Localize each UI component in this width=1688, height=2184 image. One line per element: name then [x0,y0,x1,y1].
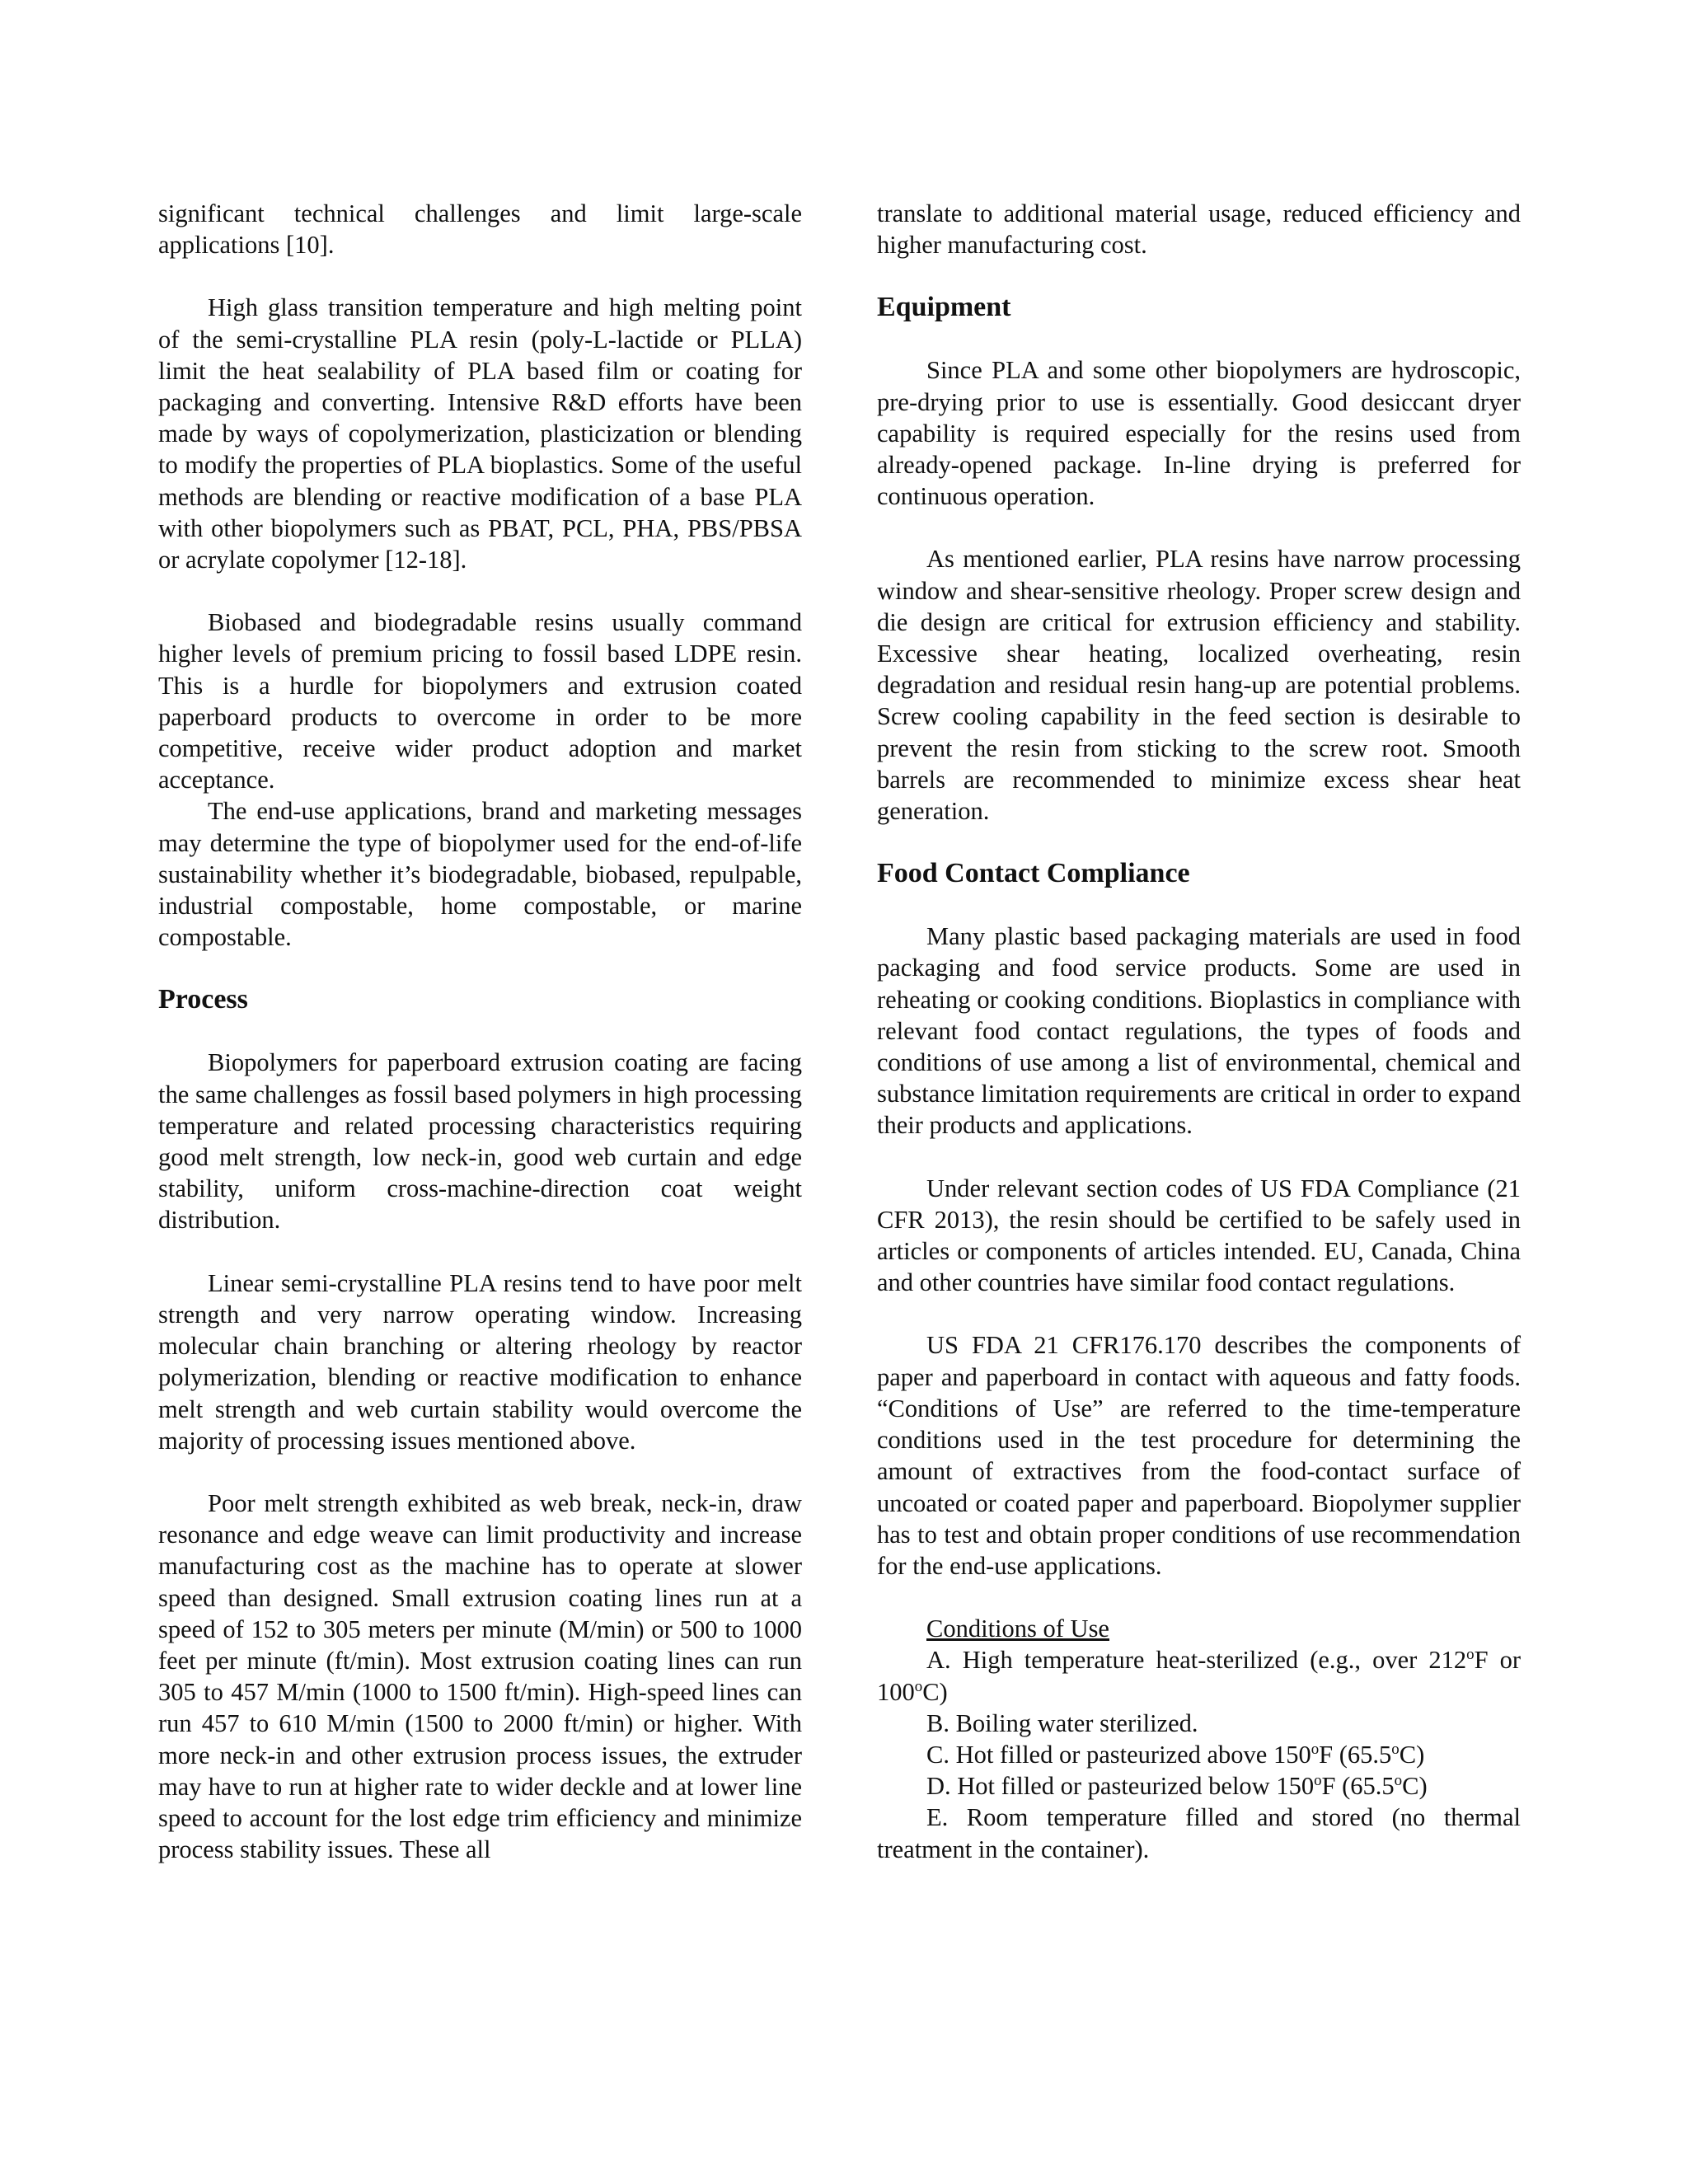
paragraph-heat-sealability: High glass transition temperature and high melting point of the semi-crystalline PLA resin (poly-L-lactide or PLLA) limit the heat sealability of PLA based film or coating for packaging and converting. Intensive R&D efforts have been made by ways of copolymerization, plasticization or blending to modify the properties of PLA bioplastics. Some of the useful methods are blending or reactive modification of a base PLA with other biopolymers such as PBAT, PCL, PHA, PBS/PBSA or acrylate copolymer [12-18]. [158,293,802,574]
paragraph-continued-challenges: significant technical challenges and limit large-scale applications [10]. [158,199,802,260]
paragraph-premium-pricing: Biobased and biodegradable resins usually command higher levels of premium pricing to fossil based LDPE resin. This is a hurdle for biopolymers and extrusion coated paperboard products to overcome in order to be more competitive, receive wider product adoption and market acceptance. [158,608,802,794]
condition-a: A. High temperature heat-sterilized (e.g., over 212$^o$F or 100$^o$C) [877,1646,1521,1706]
right-column [877,198,1521,1865]
paragraph-food-packaging: Many plastic based packaging materials are used in food packaging and food service products. Some are used in reheating or cooking conditions. Bioplastics in compliance with relevant food contact regulations, the types of foods and conditions of use among a list of environmental, chemical and substance limitation requirements are critical in order to expand their products and applications. [877,922,1521,1140]
paragraph-pre-drying: Since PLA and some other biopolymers are hydroscopic, pre-drying prior to use is essentially. Good desiccant dryer capability is required especially for the resins used from already-opened package. In-line drying is preferred for continuous operation. [877,356,1521,511]
section-heading-equipment: Equipment [877,292,1011,323]
paragraph-screw-design: As mentioned earlier, PLA resins have narrow processing window and shear-sensitive rheology. Proper screw design and die design are critical for extrusion efficiency and stability. Excessive shear heating, localized overheating, resin degradation and residual resin hang-up are potential problems. Screw cooling capability in the feed section is desirable to prevent the resin from sticking to the screw root. Smooth barrels are recommended to minimize excess shear heat generation. [877,545,1521,826]
paragraph-melt-strength: Linear semi-crystalline PLA resins tend to have poor melt strength and very narrow operating window. Increasing molecular chain branching or altering rheology by reactor polymerization, blending or reactive modification to enhance melt strength and web curtain stability would overcome the majority of processing issues mentioned above. [158,1268,802,1455]
paragraph-continued-cost: translate to additional material usage, reduced efficiency and higher manufacturing cost. [877,199,1521,260]
paragraph-cfr-176-170: US FDA 21 CFR176.170 describes the components of paper and paperboard in contact with aqueous and fatty foods. “Conditions of Use” are referred to the time-temperature conditions used in the test procedure for determining the amount of extractives from the food-contact surface of uncoated or coated paper and paperboard. Biopolymer supplier has to test and obtain proper conditions of use recommendation for the end-use applications. [877,1331,1521,1580]
condition-e: E. Room temperature filled and stored (no thermal treatment in the container). [877,1803,1521,1863]
condition-d: D. Hot filled or pasteurized below 150$^o$F (65.5$^o$C) [926,1771,1428,1801]
section-heading-process: Process [158,984,248,1015]
paragraph-process-challenges: Biopolymers for paperboard extrusion coating are facing the same challenges as fossil based polymers in high processing temperature and related processing characteristics requiring good melt strength, low neck-in, good web curtain and edge stability, uniform cross-machine-direction coat weight distribution. [158,1048,802,1235]
paragraph-line-speed: Poor melt strength exhibited as web break, neck-in, draw resonance and edge weave can limit productivity and increase manufacturing cost as the machine has to operate at slower speed than designed. Small extrusion coating lines run at a speed of 152 to 305 meters per minute (M/min) or 500 to 1000 feet per minute (ft/min). Most extrusion coating lines can run 305 to 457 M/min (1000 to 1500 ft/min). High-speed lines can run 457 to 610 M/min (1500 to 2000 ft/min) or higher. With more neck-in and other extrusion process issues, the extruder may have to run at higher rate to wider deckle and at lower line speed to account for the lost edge trim efficiency and minimize process stability issues. These all [158,1488,802,1864]
paragraph-fda-compliance: Under relevant section codes of US FDA Compliance (21 CFR 2013), the resin should be certified to be safely used in articles or components of articles intended. EU, Canada, China and other countries have similar food contact regulations. [877,1174,1521,1297]
paragraph-end-use-applications: The end-use applications, brand and marketing messages may determine the type of biopolymer used for the end-of-life sustainability whether it’s biodegradable, biobased, repulpable, industrial compostable, home compostable, or marine compostable. [158,797,802,952]
conditions-of-use-title: Conditions of Use [926,1615,1109,1643]
condition-b: B. Boiling water sterilized. [926,1708,1198,1737]
section-heading-food-contact: Food Contact Compliance [877,858,1190,889]
condition-c: C. Hot filled or pasteurized above 150$^o$F (65.5$^o$C) [926,1740,1425,1769]
left-column [158,198,802,1865]
